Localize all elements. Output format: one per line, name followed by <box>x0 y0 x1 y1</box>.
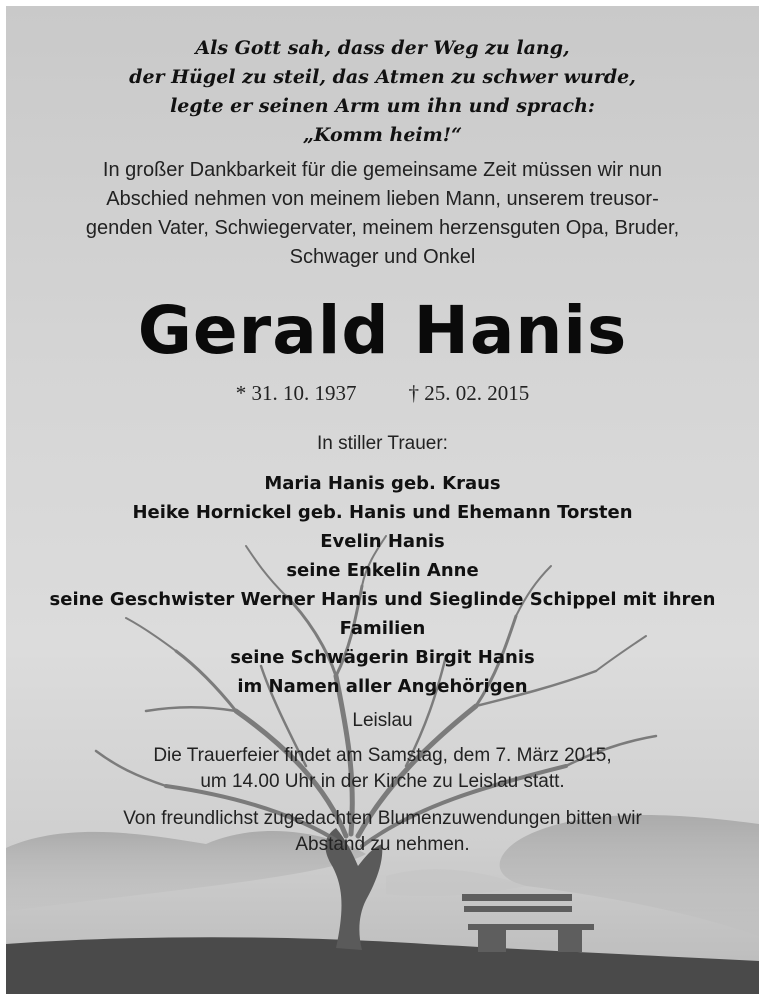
poem-line: legte er seinen Arm um ihn und sprach: <box>170 95 595 117</box>
life-dates <box>6 380 759 406</box>
intro-line: genden Vater, Schwiegervater, meinem herzensguten Opa, Bruder, <box>85 217 680 239</box>
intro-paragraph <box>26 156 739 272</box>
mourner-line: Maria Hanis geb. Kraus <box>264 473 501 494</box>
mourner-line: im Namen aller Angehörigen <box>237 676 528 697</box>
service-line: um 14.00 Uhr in der Kirche zu Leislau statt. <box>200 771 565 792</box>
mourner-line: seine Enkelin Anne <box>286 560 479 581</box>
birth-date: * 31. 10. 1937 <box>235 381 357 405</box>
death-date: † 25. 02. 2015 <box>408 381 530 405</box>
mourning-label: In stiller Trauer: <box>317 433 448 454</box>
flowers-line: Von freundlichst zugedachten Blumenzuwendungen bitten wir <box>123 808 642 829</box>
poem-line: „Komm heim!“ <box>302 124 462 146</box>
poem-line: der Hügel zu steil, das Atmen zu schwer wurde, <box>129 66 636 88</box>
obituary-card <box>6 6 759 994</box>
poem <box>6 34 759 150</box>
deceased-name: Gerald Hanis <box>137 292 628 369</box>
mourners-list <box>6 469 759 701</box>
intro-line: Schwager und Onkel <box>289 246 476 268</box>
mourner-line: Familien <box>339 618 426 639</box>
mourner-line: seine Geschwister Werner Hanis und Sieglinde Schippel mit ihren <box>49 589 716 610</box>
mourner-line: Heike Hornickel geb. Hanis und Ehemann Torsten <box>132 502 633 523</box>
mourner-line: seine Schwägerin Birgit Hanis <box>230 647 535 668</box>
intro-line: Abschied nehmen von meinem lieben Mann, unserem treusor- <box>106 188 659 210</box>
service-info <box>6 743 759 795</box>
flowers-line: Abstand zu nehmen. <box>295 834 470 855</box>
flowers-note <box>6 806 759 858</box>
service-line: Die Trauerfeier findet am Samstag, dem 7. März 2015, <box>153 745 612 766</box>
intro-line: In großer Dankbarkeit für die gemeinsame Zeit müssen wir nun <box>102 159 663 181</box>
mourner-line: Evelin Hanis <box>320 531 445 552</box>
poem-line: Als Gott sah, dass der Weg zu lang, <box>195 37 570 59</box>
place-name: Leislau <box>352 710 413 731</box>
